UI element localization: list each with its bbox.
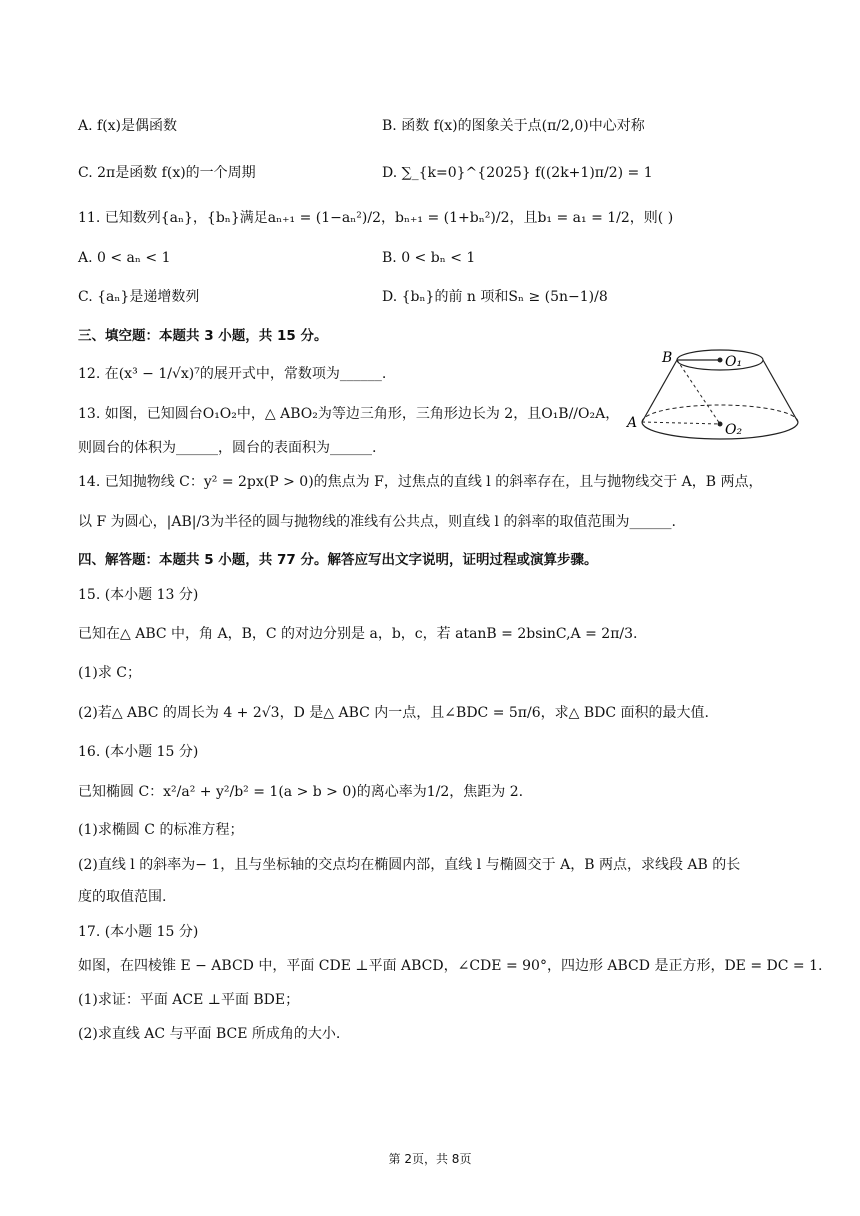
q14-text-line1: 14. 已知抛物线 C：y² = 2px(P > 0)的焦点为 F，过焦点的直线 l 的斜率存在，且与抛物线交于 A，B 两点，	[78, 474, 763, 490]
q16-stem: 已知椭圆 C：x²/a² + y²/b² = 1(a > b > 0)的离心率为1/2，焦距为 2.	[78, 784, 524, 800]
q16-part2-line2: 度的取值范围.	[78, 889, 167, 905]
q17-part2: (2)求直线 AC 与平面 BCE 所成角的大小.	[78, 1026, 341, 1042]
q16-part2-line1: (2)直线 l 的斜率为− 1，且与坐标轴的交点均在椭圆内部，直线 l 与椭圆交于 A，B 两点，求线段 AB 的长	[78, 857, 741, 873]
q13-text-line1: 13. 如图，已知圆台O₁O₂中，△ ABO₂为等边三角形，三角形边长为 2，且O₁B//O₂A，	[78, 406, 620, 422]
q15-part2: (2)若△ ABC 的周长为 4 + 2√3，D 是△ ABC 内一点，且∠BDC = 5π/6，求△ BDC 面积的最大值.	[78, 705, 709, 721]
q17-part1: (1)求证：平面 ACE ⊥平面 BDE；	[78, 992, 300, 1008]
slant-left	[642, 360, 677, 422]
q13-text-line2: 则圆台的体积为______，圆台的表面积为______.	[78, 440, 377, 456]
q11-option-b: B. 0 < bₙ < 1	[382, 250, 476, 266]
section-answer-heading: 四、解答题：本题共 5 小题，共 77 分。解答应写出文字说明，证明过程或演算步骤。	[78, 552, 598, 568]
q10-option-a: A. f(x)是偶函数	[78, 118, 178, 134]
q12-text: 12. 在(x³ − 1/√x)⁷的展开式中，常数项为______.	[78, 366, 387, 382]
q11-option-c: C. {aₙ}是递增数列	[78, 289, 200, 305]
q11-stem: 11. 已知数列{aₙ}，{bₙ}满足aₙ₊₁ = (1−aₙ²)/2，bₙ₊₁ = (1+bₙ²)/2，且b₁ = a₁ = 1/2，则( )	[78, 210, 674, 226]
point-o2	[718, 422, 723, 427]
label-a: A	[627, 415, 638, 431]
q17-stem: 如图，在四棱锥 E − ABCD 中，平面 CDE ⊥平面 ABCD，∠CDE = 90°，四边形 ABCD 是正方形，DE = DC = 1.	[78, 958, 823, 974]
point-o1	[718, 358, 723, 363]
q14-text-line2: 以 F 为圆心，|AB|/3为半径的圆与抛物线的准线有公共点，则直线 l 的斜率的取值范围为______.	[78, 514, 676, 530]
q10-option-d: D. ∑_{k=0}^{2025} f((2k+1)π/2) = 1	[382, 165, 653, 181]
label-o1: O₁	[725, 354, 743, 370]
segment-a-o2	[642, 422, 720, 424]
section-fill-in-heading: 三、填空题：本题共 3 小题，共 15 分。	[78, 328, 328, 344]
slant-right	[763, 360, 798, 422]
q15-heading: 15. (本小题 13 分)	[78, 587, 199, 603]
q15-stem: 已知在△ ABC 中，角 A，B，C 的对边分别是 a，b，c，若 atanB = 2bsinC,A = 2π/3.	[78, 626, 638, 642]
q15-part1: (1)求 C；	[78, 665, 141, 681]
label-o2: O₂	[725, 422, 743, 438]
bottom-circle-back	[642, 405, 798, 422]
label-b: B	[662, 350, 673, 366]
q10-option-b: B. 函数 f(x)的图象关于点(π/2,0)中心对称	[382, 118, 645, 134]
q16-part1: (1)求椭圆 C 的标准方程；	[78, 822, 244, 838]
q17-heading: 17. (本小题 15 分)	[78, 924, 199, 940]
page-footer: 第 2页，共 8页	[388, 1152, 472, 1166]
q16-heading: 16. (本小题 15 分)	[78, 744, 199, 760]
q10-option-c: C. 2π是函数 f(x)的一个周期	[78, 165, 256, 181]
q11-option-d: D. {bₙ}的前 n 项和Sₙ ≥ (5n−1)/8	[382, 289, 608, 305]
frustum-figure	[624, 342, 800, 446]
q11-option-a: A. 0 < aₙ < 1	[78, 250, 171, 266]
